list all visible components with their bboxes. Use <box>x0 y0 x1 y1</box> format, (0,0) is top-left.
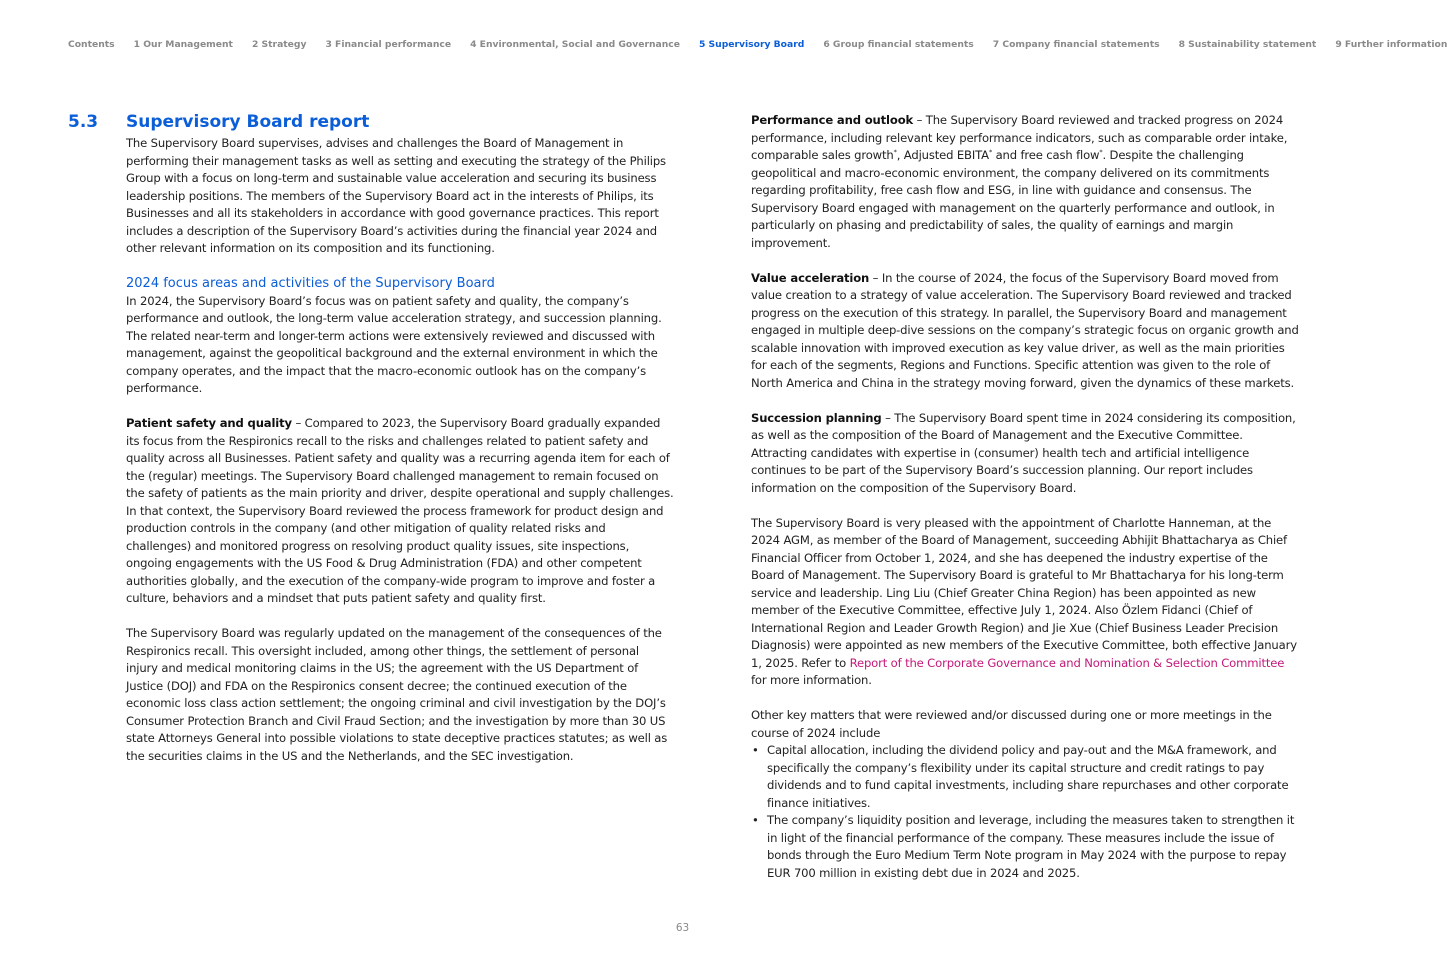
focus-heading: 2024 focus areas and activities of the Supervisory Board <box>126 276 495 291</box>
patient-safety-paragraph <box>126 415 674 608</box>
patient-safety-text: – Compared to 2023, the Supervisory Board gradually expanded its focus from the Respironics recall to the risks and challenges related to patient safety and quality across all Businesses. Patient safety and quality was a recurring agenda item for each of the (regular) meetings. The Supervisory Board challenged management to remain focused on the safety of patients as the main priority and driver, despite operational and supply challenges. In that context, the Supervisory Board reviewed the process framework for product design and production controls in the company (and other mitigation of quality related risks and challenges) and monitored progress on resolving product quality issues, site inspections, ongoing engagements with the US Food & Drug Administration (FDA) and other competent authorities globally, and the execution of the company-wide program to improve and foster a culture, behaviors and a mindset that puts patient safety and quality first. <box>126 416 674 605</box>
appointments-paragraph <box>751 515 1299 690</box>
key-matters-list <box>751 742 1299 882</box>
succession-paragraph <box>751 410 1299 498</box>
patient-safety-label: Patient safety and quality <box>126 416 292 430</box>
nav-item-strategy[interactable]: 2 Strategy <box>251 39 307 50</box>
nav-item-group-financial-statements[interactable]: 6 Group financial statements <box>823 39 974 50</box>
other-matters-intro: Other key matters that were reviewed and/or discussed during one or more meetings in the course of 2024 include <box>751 708 1272 740</box>
left-column <box>126 112 674 765</box>
footnote-marker: * <box>1099 148 1103 157</box>
nav-item-our-management[interactable]: 1 Our Management <box>133 39 233 50</box>
page-number: 63 <box>675 922 690 934</box>
performance-text-4: . Despite the challenging geopolitical and macro-economic environment, the company delivered on its commitments regarding profitability, free cash flow and ESG, in line with guidance and consensus. The Supervisory Board engaged with management on the quarterly performance and outlook, in particularly on phasing and predictability of sales, the quality of earnings and margin improvement. <box>751 148 1275 250</box>
value-acceleration-text: – In the course of 2024, the focus of the Supervisory Board moved from value creation to a strategy of value acceleration. The Supervisory Board reviewed and tracked progress on the execution of this strategy. In parallel, the Supervisory Board and management engaged in multiple deep-dive sessions on the company’s strategic focus on organic growth and scalable innovation with improved execution as key value driver, as well as the main priorities for each of the segments, Regions and Functions. Specific attention was given to the role of North America and China in the strategy moving forward, given the dynamics of these markets. <box>751 270 1299 390</box>
focus-intro-paragraph: In 2024, the Supervisory Board’s focus was on patient safety and quality, the company’s performance and outlook, the long-term value acceleration strategy, and succession planning. The related near-term and longer-term actions were extensively reviewed and discussed with management, against the geopolitical background and the external environment in which the company operates, and the impact that the macro-economic outlook has on the company’s performance. <box>126 293 662 395</box>
right-column <box>751 112 1299 882</box>
nav-item-esg[interactable]: 4 Environmental, Social and Governance <box>470 39 680 50</box>
intro-paragraph: The Supervisory Board supervises, advises and challenges the Board of Management in performing their management tasks as well as setting and executing the strategy of the Philips Group with a focus on long-term and sustainable value acceleration and securing its business leadership positions. The members of the Supervisory Board act in the interests of Philips, its Businesses and all its stakeholders in accordance with good governance practices. This report includes a description of the Supervisory Board’s activities during the financial year 2024 and other relevant information on its composition and its functioning. <box>126 136 666 255</box>
governance-committee-link[interactable]: Report of the Corporate Governance and Nomination & Selection Committee <box>849 655 1285 670</box>
list-item: • Capital allocation, including the dividend policy and pay-out and the M&A framework, and specifically the company’s flexibility under its capital structure and credit ratings to pay dividends and to fund capital investments, including share repurchases and other corporate finance initiatives. <box>767 742 1299 812</box>
page-title: Supervisory Board report <box>126 112 370 132</box>
appointments-text-after: for more information. <box>751 673 872 687</box>
performance-text-2: , Adjusted EBITA <box>896 148 989 162</box>
section-number: 5.3 <box>68 112 99 132</box>
value-acceleration-paragraph <box>751 270 1299 393</box>
nav-item-contents[interactable]: Contents <box>68 39 115 50</box>
respironics-paragraph: The Supervisory Board was regularly updated on the management of the consequences of the Respironics recall. This oversight included, among other things, the settlement of personal injury and medical monitoring claims in the US; the agreement with the US Department of Justice (DOJ) and FDA on the Respironics consent decree; the continued execution of the economic loss class action settlement; the ongoing criminal and civil investigation by the DOJ’s Consumer Protection Branch and Civil Fraud Section; and the investigation by more than 30 US state Attorneys General into possible violations to state deceptive practices statutes; as well as the securities claims in the US and the Netherlands, and the SEC investigation. <box>126 626 668 763</box>
value-acceleration-label: Value acceleration <box>751 270 870 285</box>
footnote-marker: * <box>988 148 993 157</box>
succession-label: Succession planning <box>751 410 882 425</box>
nav-item-supervisory-board[interactable]: 5 Supervisory Board <box>698 39 805 50</box>
footnote-marker: * <box>893 148 897 157</box>
performance-paragraph <box>751 112 1299 252</box>
top-navigation <box>68 39 1447 50</box>
nav-item-financial-performance[interactable]: 3 Financial performance <box>325 39 452 50</box>
succession-text: – The Supervisory Board spent time in 2024 considering its composition, as well as the composition of the Board of Management and the Executive Committee. Attracting candidates with expertise in (consumer) health tech and artificial intelligence continues to be part of the Supervisory Board’s succession planning. Our report includes information on the composition of the Supervisory Board. <box>751 410 1296 495</box>
performance-text-1: – The Supervisory Board reviewed and tracked progress on 2024 performance, including relevant key performance indicators, such as comparable order intake, comparable sales growth <box>751 113 1288 162</box>
appointments-text: The Supervisory Board is very pleased with the appointment of Charlotte Hanneman, at the 2024 AGM, as member of the Board of Management, succeeding Abhijit Bhattacharya as Chief Financial Officer from October 1, 2024, and she has deepened the industry expertise of the Board of Management. The Supervisory Board is grateful to Mr Bhattacharya for his long-term service and leadership. Ling Liu (Chief Greater China Region) has been appointed as new member of the Executive Committee, effective July 1, 2024. Also Özlem Fidanci (Chief of International Region and Leader Growth Region) and Jie Xue (Chief Business Leader Precision Diagnosis) were appointed as new members of the Executive Committee, both effective January 1, 2025. Refer to <box>751 515 1297 670</box>
nav-item-sustainability-statement[interactable]: 8 Sustainability statement <box>1178 39 1317 50</box>
list-item: • The company’s liquidity position and leverage, including the measures taken to strengthen it in light of the financial performance of the company. These measures include the issue of bonds through the Euro Medium Term Note program in May 2024 with the purpose to repay EUR 700 million in existing debt due in 2024 and 2025. <box>767 812 1299 882</box>
nav-item-company-financial-statements[interactable]: 7 Company financial statements <box>992 39 1160 50</box>
nav-item-further-information[interactable]: 9 Further information <box>1335 39 1447 50</box>
performance-label: Performance and outlook <box>751 113 914 127</box>
performance-text-3: and free cash flow <box>992 148 1100 162</box>
